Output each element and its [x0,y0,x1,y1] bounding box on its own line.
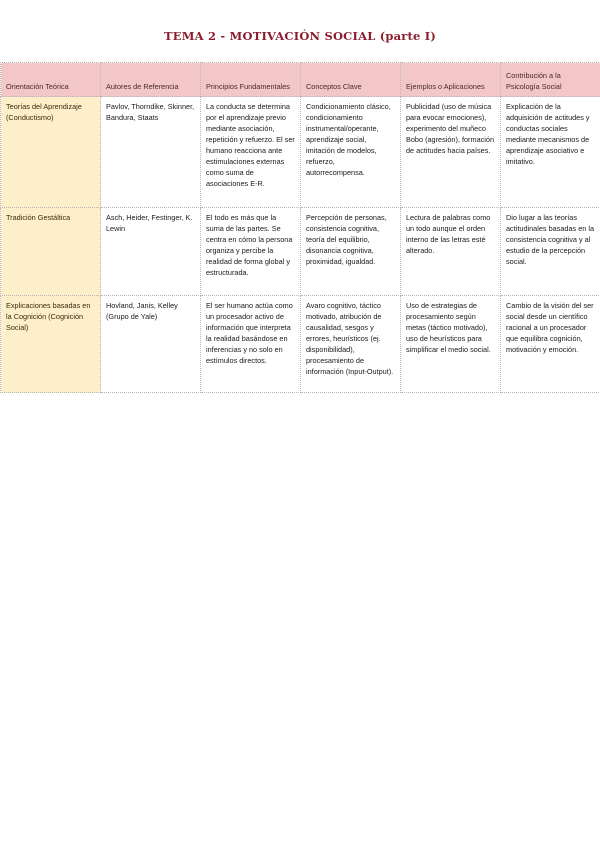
cell-autores: Pavlov, Thorndike, Skinner, Bandura, Staats [101,97,201,208]
cell-ejemplos: Publicidad (uso de música para evocar emociones), experimento del muñeco Bobo (agresión), formación de actitudes hacia países. [401,97,501,208]
cell-ejemplos: Lectura de palabras como un todo aunque el orden interno de las letras esté alterado. [401,208,501,296]
cell-principios: El todo es más que la suma de las partes. Se centra en cómo la persona organiza y percibe la realidad de forma global y estructurada. [201,208,301,296]
cell-principios: El ser humano actúa como un procesador activo de información que interpreta la realidad basándose en inferencias y no solo en estímulos directos. [201,296,301,393]
table-row [1,296,600,393]
cell-autores: Asch, Heider, Festinger, K. Lewin [101,208,201,296]
summary-table [0,62,600,393]
header-principios-fundamentales: Principios Fundamentales [201,63,301,97]
table-row [1,208,600,296]
header-ejemplos-aplicaciones: Ejemplos o Aplicaciones [401,63,501,97]
cell-conceptos: Percepción de personas, consistencia cognitiva, teoría del equilibrio, disonancia cognitiva, proximidad, igualdad. [301,208,401,296]
table-row [1,97,600,208]
table-header-row [1,63,600,97]
cell-autores: Hovland, Janis, Kelley (Grupo de Yale) [101,296,201,393]
cell-contribucion: Cambio de la visión del ser social desde un científico racional a un procesador que equilibra cognición, motivación y emoción. [501,296,600,393]
header-orientacion-teorica: Orientación Teórica [1,63,101,97]
header-autores-de-referencia: Autores de Referencia [101,63,201,97]
header-contribucion-psicologia-social: Contribución a la Psicología Social [501,63,600,97]
cell-orientacion: Teorías del Aprendizaje (Conductismo) [1,97,101,208]
header-conceptos-clave: Conceptos Clave [301,63,401,97]
cell-orientacion: Tradición Gestáltica [1,208,101,296]
cell-contribucion: Dio lugar a las teorías actitudinales basadas en la consistencia cognitiva y al estudio de la percepción social. [501,208,600,296]
cell-contribucion: Explicación de la adquisición de actitudes y conductas sociales mediante mecanismos de aprendizaje asociativo e imitativo. [501,97,600,208]
document-title: TEMA 2 - MOTIVACIÓN SOCIAL (parte I) [164,29,436,43]
cell-conceptos: Condicionamiento clásico, condicionamiento instrumental/operante, aprendizaje social, imitación de modelos, refuerzo, autorrecompensa. [301,97,401,208]
cell-principios: La conducta se determina por el aprendizaje previo mediante asociación, repetición y refuerzo. El ser humano reacciona ante estimulaciones externas como suma de asociaciones E-R. [201,97,301,208]
cell-orientacion: Explicaciones basadas en la Cognición (Cognición Social) [1,296,101,393]
cell-ejemplos: Uso de estrategias de procesamiento según metas (táctico motivado), uso de heurísticos para simplificar el medio social. [401,296,501,393]
cell-conceptos: Avaro cognitivo, táctico motivado, atribución de causalidad, sesgos y errores, heurísticos (ej. disponibilidad), procesamiento de información (Input-Output). [301,296,401,393]
